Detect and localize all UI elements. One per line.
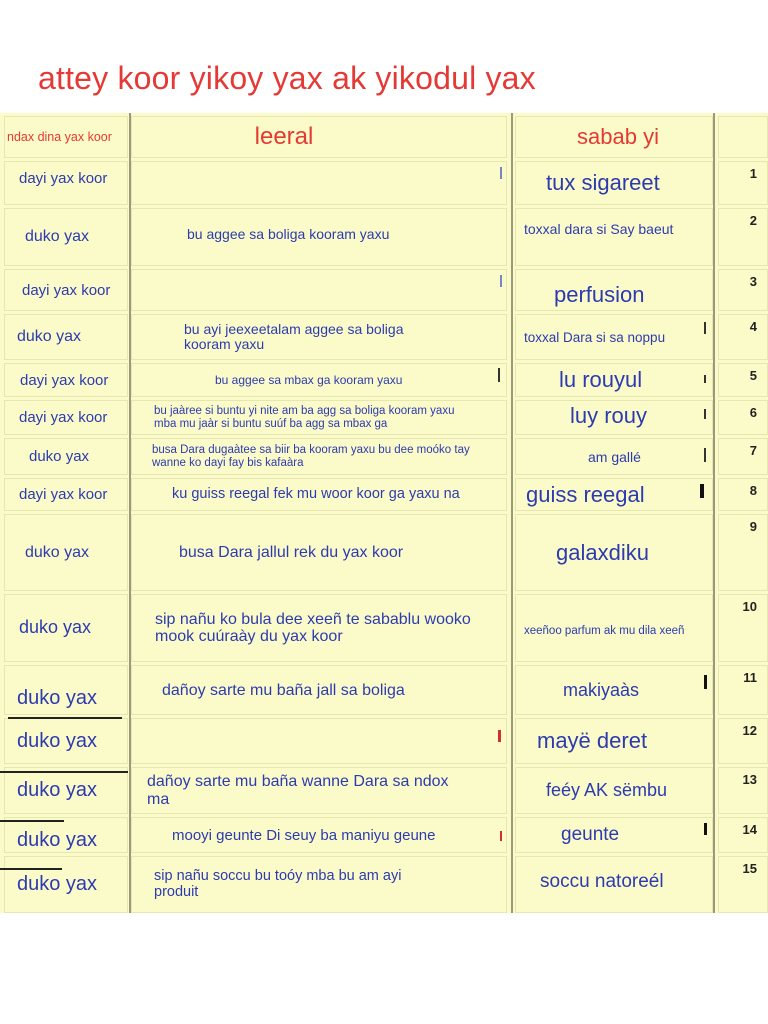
reason-cell: guiss reegal bbox=[515, 478, 713, 511]
reason-cell: toxxal Dara si sa noppu bbox=[515, 314, 713, 360]
tick-mark bbox=[500, 167, 502, 179]
reason-cell: toxxal dara si Say baeut bbox=[515, 208, 713, 266]
row-number: 13 bbox=[718, 767, 768, 814]
header-cell-answer: ndax dina yax koor bbox=[4, 116, 128, 158]
tick-mark bbox=[500, 831, 502, 841]
answer-cell: duko yax bbox=[4, 314, 128, 360]
underline-mark bbox=[0, 771, 128, 773]
answer-cell: dayi yax koor bbox=[4, 161, 128, 205]
answer-cell: dayi yax koor bbox=[4, 363, 128, 397]
reason-cell: tux sigareet bbox=[515, 161, 713, 205]
answer-cell: duko yax bbox=[4, 817, 128, 853]
answer-cell: dayi yax koor bbox=[4, 400, 128, 435]
explanation-cell: bu aggee sa boliga kooram yaxu bbox=[131, 208, 507, 266]
reason-cell: am gallé bbox=[515, 438, 713, 475]
explanation-cell bbox=[131, 161, 507, 205]
answer-cell: duko yax bbox=[4, 514, 128, 591]
row-number: 10 bbox=[718, 594, 768, 662]
explanation-cell: bu jaàree si buntu yi nite am ba agg sa boliga kooram yaxu mba mu jaàr si buntu suúf ba agg sa mbax ga bbox=[131, 400, 507, 435]
answer-cell: dayi yax koor bbox=[4, 478, 128, 511]
underline-mark bbox=[0, 868, 62, 870]
tick-mark bbox=[704, 448, 706, 462]
explanation-cell bbox=[131, 718, 507, 764]
row-number: 8 bbox=[718, 478, 768, 511]
reason-cell: geunte bbox=[515, 817, 713, 853]
tick-mark bbox=[500, 275, 502, 287]
row-number: 4 bbox=[718, 314, 768, 360]
row-number: 7 bbox=[718, 438, 768, 475]
explanation-cell: sip nañu soccu bu toóy mba bu am ayi produit bbox=[131, 856, 507, 913]
header-cell-number bbox=[718, 116, 768, 158]
reason-cell: perfusion bbox=[515, 269, 713, 311]
koor-table bbox=[0, 113, 768, 913]
explanation-cell: busa Dara dugaàtee sa biir ba kooram yaxu bu dee moóko tay wanne ko dayi fay bis kafaàra bbox=[131, 438, 507, 475]
reason-cell: feéy AK sëmbu bbox=[515, 767, 713, 814]
answer-cell: duko yax bbox=[4, 594, 128, 662]
column-divider bbox=[511, 113, 513, 913]
tick-mark bbox=[704, 823, 707, 835]
reason-cell: galaxdiku bbox=[515, 514, 713, 591]
answer-cell: duko yax bbox=[4, 438, 128, 475]
row-number: 2 bbox=[718, 208, 768, 266]
column-divider bbox=[713, 113, 715, 913]
explanation-cell: dañoy sarte mu baña jall sa boliga bbox=[131, 665, 507, 715]
reason-cell: luy rouy bbox=[515, 400, 713, 435]
row-number: 5 bbox=[718, 363, 768, 397]
answer-cell: duko yax bbox=[4, 665, 128, 715]
answer-cell: duko yax bbox=[4, 208, 128, 266]
row-number: 3 bbox=[718, 269, 768, 311]
page-title: attey koor yikoy yax ak yikodul yax bbox=[38, 60, 536, 96]
explanation-cell: sip nañu ko bula dee xeeñ te sabablu wooko mook cuúraày du yax koor bbox=[131, 594, 507, 662]
row-number: 11 bbox=[718, 665, 768, 715]
tick-mark bbox=[704, 322, 706, 334]
answer-cell: duko yax bbox=[4, 718, 128, 764]
tick-mark bbox=[498, 368, 500, 382]
explanation-cell: bu aggee sa mbax ga kooram yaxu bbox=[131, 363, 507, 397]
row-number: 9 bbox=[718, 514, 768, 591]
tick-mark bbox=[700, 484, 704, 498]
tick-mark bbox=[704, 675, 707, 689]
reason-cell: lu rouyul bbox=[515, 363, 713, 397]
answer-cell: duko yax bbox=[4, 856, 128, 913]
explanation-cell: ku guiss reegal fek mu woor koor ga yaxu na bbox=[131, 478, 507, 511]
row-number: 1 bbox=[718, 161, 768, 205]
explanation-cell: mooyi geunte Di seuy ba maniyu geune bbox=[131, 817, 507, 853]
underline-mark bbox=[8, 717, 122, 719]
reason-cell: makiyaàs bbox=[515, 665, 713, 715]
tick-mark bbox=[704, 409, 706, 419]
tick-mark bbox=[704, 375, 706, 383]
header-cell-reason: sabab yi bbox=[515, 116, 713, 158]
reason-cell: xeeñoo parfum ak mu dila xeeñ bbox=[515, 594, 713, 662]
answer-cell: dayi yax koor bbox=[4, 269, 128, 311]
row-number: 14 bbox=[718, 817, 768, 853]
explanation-cell: busa Dara jallul rek du yax koor bbox=[131, 514, 507, 591]
row-number: 15 bbox=[718, 856, 768, 913]
explanation-cell: dañoy sarte mu baña wanne Dara sa ndox ma bbox=[131, 767, 507, 814]
explanation-cell bbox=[131, 269, 507, 311]
header-cell-explanation: leeral bbox=[131, 116, 507, 158]
underline-mark bbox=[0, 820, 64, 822]
explanation-cell: bu ayi jeexeetalam aggee sa boliga kooram yaxu bbox=[131, 314, 507, 360]
answer-cell: duko yax bbox=[4, 767, 128, 814]
reason-cell: mayë deret bbox=[515, 718, 713, 764]
row-number: 6 bbox=[718, 400, 768, 435]
tick-mark bbox=[498, 730, 501, 742]
row-number: 12 bbox=[718, 718, 768, 764]
reason-cell: soccu natoreél bbox=[515, 856, 713, 913]
